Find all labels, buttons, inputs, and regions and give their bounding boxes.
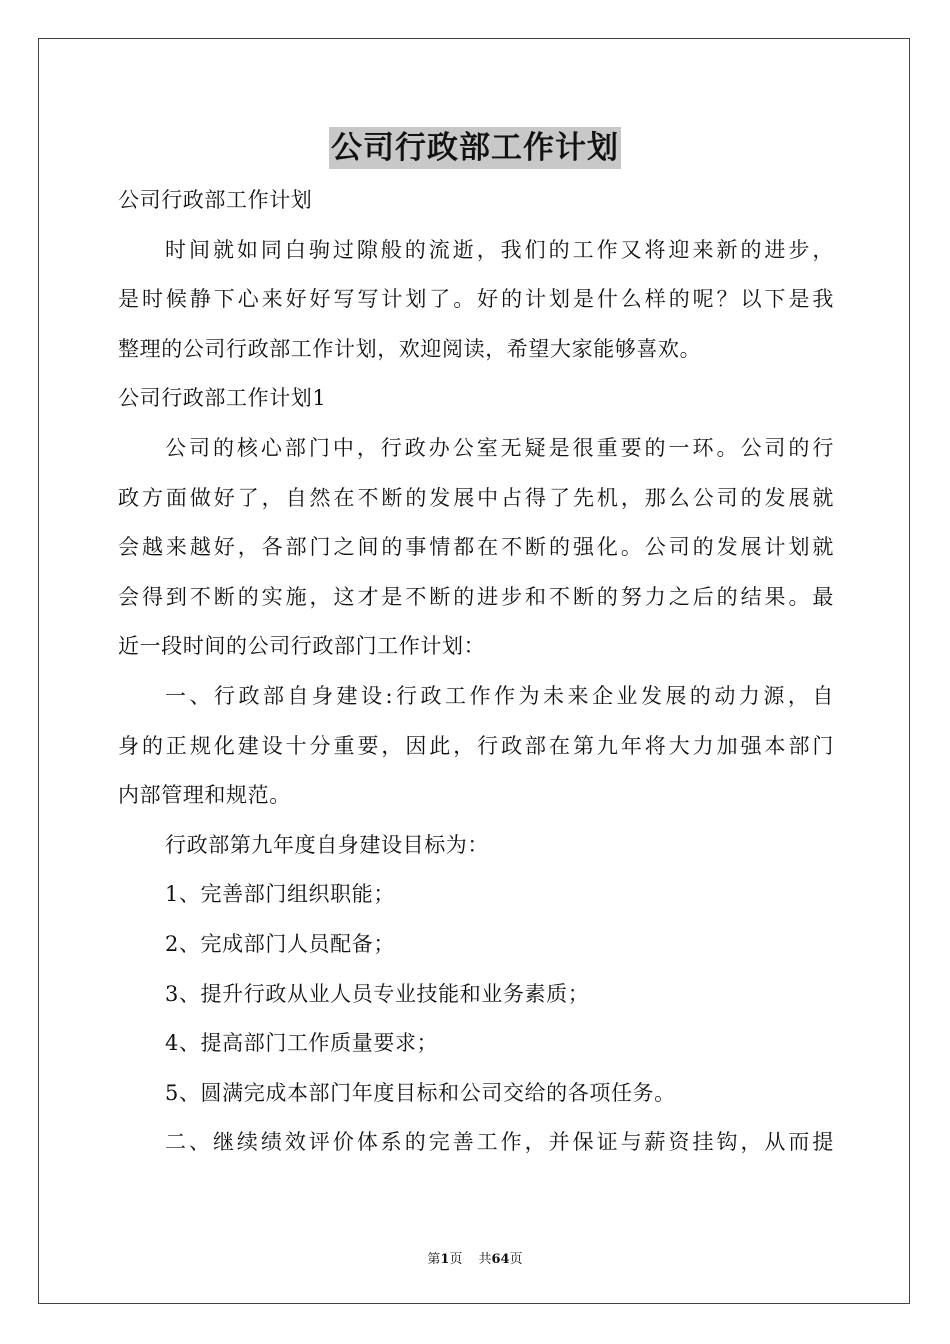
paragraph-line: 近一段时间的公司行政部门工作计划： [118, 634, 486, 659]
document-title: 公司行政部工作计划 [329, 127, 621, 169]
list-item: 3、提升行政从业人员专业技能和业务素质； [165, 981, 590, 1006]
page-footer [0, 1248, 950, 1267]
paragraph-line: 行政部第九年度自身建设目标为： [165, 832, 489, 857]
total-prefix: 共 [478, 1252, 492, 1267]
page-prefix: 第 [427, 1252, 441, 1267]
title-container [0, 127, 950, 169]
document-body [118, 176, 834, 1168]
list-item: 5、圆满完成本部门年度目标和公司交给的各项任务。 [165, 1080, 676, 1105]
page-number: 1 [440, 1252, 450, 1267]
list-item: 2、完成部门人员配备； [165, 931, 395, 956]
paragraph-line: 政方面做好了，自然在不断的发展中占得了先机，那么公司的发展就 [118, 485, 834, 510]
list-item: 1、完善部门组织职能； [165, 882, 395, 907]
subtitle-line: 公司行政部工作计划 [118, 188, 313, 212]
paragraph-line: 一、行政部自身建设:行政工作作为未来企业发展的动力源，自 [165, 683, 834, 708]
paragraph-line: 会得到不断的实施，这才是不断的进步和不断的努力之后的结果。最 [118, 584, 834, 609]
section-heading: 公司行政部工作计划1 [118, 386, 327, 411]
paragraph-line: 时间就如同白驹过隙般的流逝，我们的工作又将迎来新的进步， [165, 237, 834, 262]
paragraph-line: 身的正规化建设十分重要，因此，行政部在第九年将大力加强本部门 [118, 733, 834, 758]
paragraph-line: 是时候静下心来好好写写计划了。好的计划是什么样的呢？以下是我 [118, 287, 834, 312]
list-item: 4、提高部门工作质量要求； [165, 1031, 439, 1056]
paragraph-line: 整理的公司行政部工作计划，欢迎阅读，希望大家能够喜欢。 [118, 336, 702, 361]
total-suffix: 页 [509, 1252, 523, 1267]
paragraph-line: 内部管理和规范。 [118, 783, 291, 808]
total-pages: 64 [491, 1252, 510, 1267]
paragraph-line: 会越来越好，各部门之间的事情都在不断的强化。公司的发展计划就 [118, 535, 834, 560]
paragraph-line: 二、继续绩效评价体系的完善工作，并保证与薪资挂钩，从而提 [165, 1130, 834, 1155]
page-suffix: 页 [449, 1252, 463, 1267]
paragraph-line: 公司的核心部门中，行政办公室无疑是很重要的一环。公司的行 [165, 435, 834, 460]
